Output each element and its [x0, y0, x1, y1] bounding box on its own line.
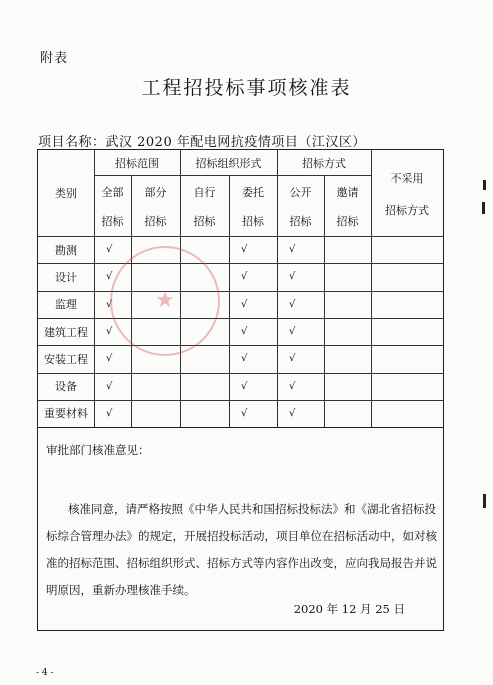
- table-rule: [38, 400, 443, 401]
- header-method-open-top: 公开: [289, 185, 312, 199]
- header-org-entrust-bottom: 招标: [242, 215, 264, 229]
- empty-cell: [131, 345, 180, 372]
- empty-cell: [371, 291, 443, 318]
- row-label: 重要材料: [44, 407, 88, 421]
- empty-cell: [180, 263, 229, 290]
- header-not-adopted-top: 不采用: [390, 172, 424, 185]
- empty-cell: [324, 400, 371, 427]
- check-mark: √: [241, 298, 248, 310]
- header-org-entrust-top: 委托: [242, 185, 264, 199]
- check-mark: √: [241, 271, 248, 283]
- empty-cell: [371, 345, 443, 372]
- check-mark: √: [106, 326, 113, 338]
- check-mark: √: [106, 380, 113, 392]
- table-rule: [94, 175, 371, 176]
- check-mark: √: [289, 353, 296, 365]
- header-scope-group: 招标范围: [115, 156, 159, 170]
- empty-cell: [131, 236, 180, 263]
- empty-cell: [180, 345, 229, 372]
- table-rule: [38, 345, 443, 346]
- row-label: 监理: [55, 298, 77, 312]
- empty-cell: [180, 291, 229, 318]
- empty-cell: [180, 373, 229, 400]
- empty-cell: [324, 345, 371, 372]
- table-rule: [38, 318, 443, 319]
- header-org-group: 招标组织形式: [195, 156, 262, 170]
- check-mark: √: [289, 380, 296, 392]
- empty-cell: [371, 236, 443, 263]
- table-rule: [38, 263, 443, 264]
- empty-cell: [324, 236, 371, 263]
- row-label: 设备: [55, 380, 77, 394]
- empty-cell: [324, 263, 371, 290]
- binding-mark: [482, 202, 485, 214]
- row-label: 勘测: [55, 243, 77, 257]
- binding-mark: [483, 180, 486, 190]
- check-mark: √: [289, 326, 296, 338]
- empty-cell: [180, 400, 229, 427]
- header-scope-full-bottom: 招标: [101, 215, 124, 229]
- approval-opinion-box: [37, 428, 444, 631]
- check-mark: √: [106, 244, 113, 256]
- header-method-invite-bottom: 招标: [336, 215, 359, 229]
- empty-cell: [131, 263, 180, 290]
- row-label: 建筑工程: [44, 325, 88, 339]
- project-name: 项目名称：武汉 2020 年配电网抗疫情项目（江汉区）: [38, 135, 366, 150]
- opinion-heading: 审批部门核准意见：: [46, 443, 150, 457]
- check-mark: √: [106, 298, 113, 310]
- page-title: 工程招投标事项核准表: [141, 77, 352, 99]
- check-mark: √: [241, 407, 248, 419]
- check-mark: √: [241, 353, 248, 365]
- empty-cell: [371, 318, 443, 345]
- header-scope-partial-bottom: 招标: [144, 215, 167, 229]
- empty-cell: [324, 318, 371, 345]
- check-mark: √: [289, 407, 296, 419]
- header-method-invite-top: 邀请: [336, 185, 359, 199]
- row-label: 设计: [55, 270, 77, 284]
- empty-cell: [324, 373, 371, 400]
- check-mark: √: [106, 353, 113, 365]
- empty-cell: [180, 236, 229, 263]
- seal-star-icon: ★: [155, 288, 175, 313]
- empty-cell: [131, 400, 180, 427]
- empty-cell: [131, 373, 180, 400]
- check-mark: √: [289, 244, 296, 256]
- header-scope-full-top: 全部: [101, 185, 124, 199]
- header-method-open-bottom: 招标: [289, 215, 312, 229]
- check-mark: √: [241, 326, 248, 338]
- header-scope-partial-top: 部分: [144, 185, 167, 199]
- check-mark: √: [289, 271, 296, 283]
- header-org-self-top: 自行: [193, 185, 216, 199]
- table-rule: [38, 291, 443, 292]
- opinion-date: 2020 年 12 月 25 日: [293, 602, 405, 616]
- opinion-body: 核准同意，请严格按照《中华人民共和国招标投标法》和《湖北省招标投标综合管理办法》的规定，开展招投标活动，项目单位在招标活动中，如对核准的招标范围、招标组织形式、招标方式等内容作出改变，应向我局报告并说明原因，重新办理核准手续。: [46, 502, 437, 597]
- check-mark: √: [241, 244, 248, 256]
- empty-cell: [131, 291, 180, 318]
- check-mark: √: [106, 271, 113, 283]
- appendix-label: 附表: [40, 51, 69, 66]
- check-mark: √: [106, 407, 113, 419]
- header-not-adopted-bottom: 招标方式: [385, 204, 429, 217]
- table-rule: [38, 373, 443, 374]
- empty-cell: [180, 318, 229, 345]
- page-number: - 4 -: [36, 668, 54, 678]
- approval-table: [37, 149, 444, 428]
- header-org-self-bottom: 招标: [193, 215, 216, 229]
- check-mark: √: [289, 298, 296, 310]
- empty-cell: [131, 318, 180, 345]
- row-label: 安装工程: [44, 352, 88, 366]
- empty-cell: [371, 373, 443, 400]
- check-mark: √: [241, 380, 248, 392]
- empty-cell: [324, 291, 371, 318]
- header-method-group: 招标方式: [302, 156, 346, 170]
- header-category: 类别: [55, 187, 77, 200]
- empty-cell: [371, 263, 443, 290]
- binding-mark: [483, 494, 486, 508]
- empty-cell: [371, 400, 443, 427]
